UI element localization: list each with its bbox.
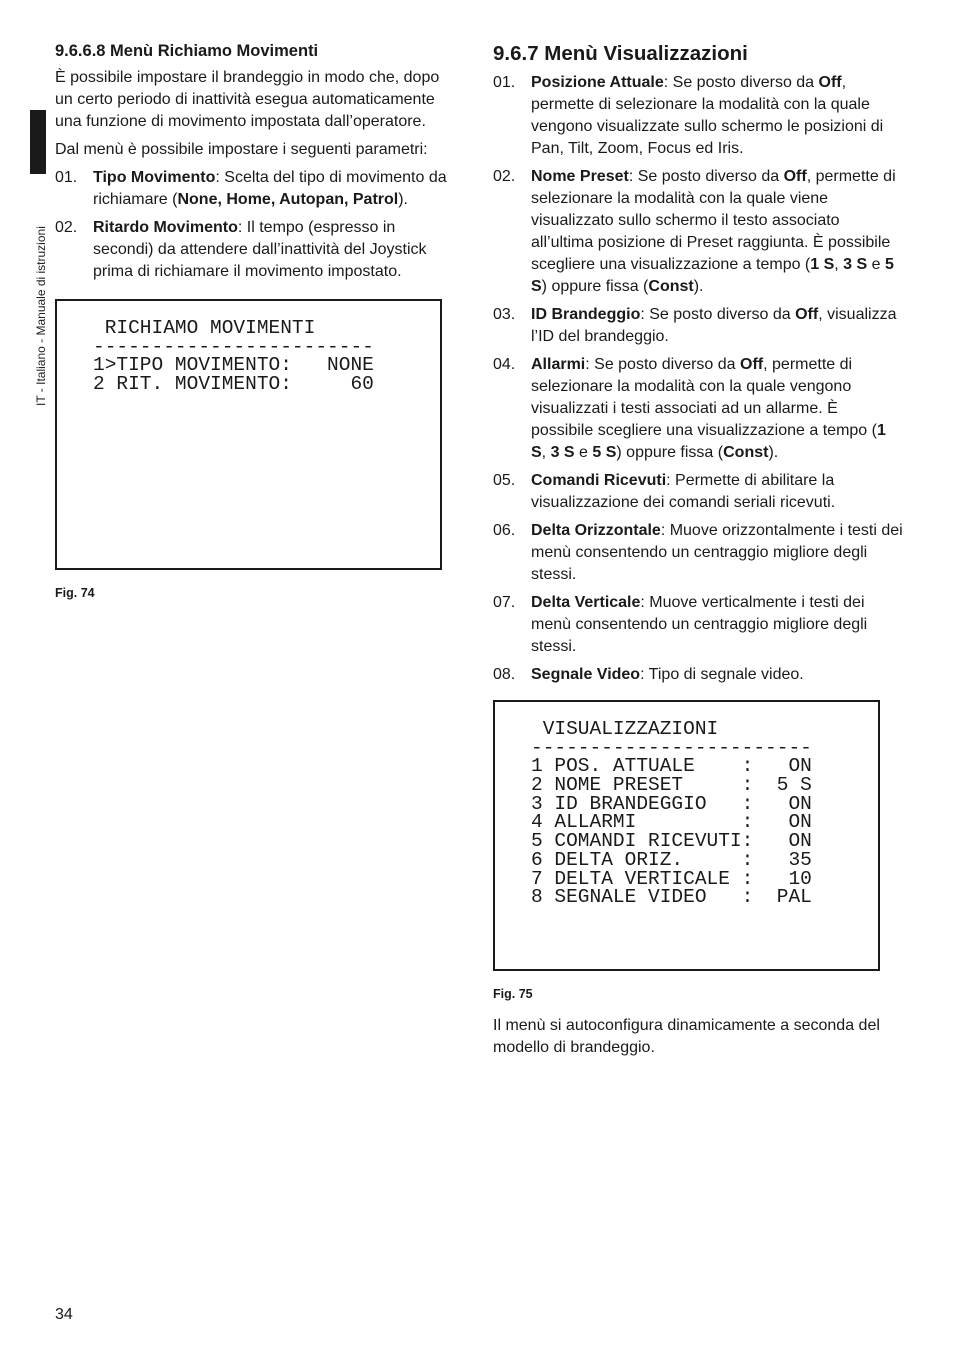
screen-line: ------------------------ xyxy=(93,335,374,358)
item-text: : Muove orizzontalmente i testi dei menù consentendo un centraggio migliore degli stessi. xyxy=(531,522,903,583)
item-title: Posizione Attuale xyxy=(531,74,664,91)
side-tab-marker xyxy=(30,110,46,174)
bold-text: 3 S xyxy=(550,444,575,461)
figure-caption: Fig. 74 xyxy=(55,586,95,600)
side-label: IT - Italiano - Manuale di istruzioni xyxy=(34,226,48,406)
bold-text: Const xyxy=(723,444,769,461)
left-column xyxy=(55,42,455,600)
right-column xyxy=(493,42,903,1065)
item-title: Allarmi xyxy=(531,356,586,373)
bold-text: 1 S xyxy=(810,256,835,273)
bold-text: Off xyxy=(783,168,807,185)
screen-line: 2 RIT. MOVIMENTO: 60 xyxy=(93,373,374,396)
params-paragraph: Dal menù è possibile impostare i seguenti parametri: xyxy=(55,141,428,158)
options-list xyxy=(493,72,903,686)
screen-line: 4 ALLARMI : ON xyxy=(531,811,812,834)
item-number: 04. xyxy=(493,356,516,373)
list-item xyxy=(493,470,903,514)
screen-line: VISUALIZZAZIONI xyxy=(531,718,719,740)
item-text: ). xyxy=(693,278,704,295)
list-item xyxy=(493,592,903,658)
list-item xyxy=(493,72,903,160)
item-number: 08. xyxy=(493,666,516,683)
list-item xyxy=(493,166,903,298)
screen-line: ------------------------ xyxy=(531,736,812,759)
item-number: 02. xyxy=(55,219,78,236)
osd-screen-richiamo xyxy=(55,299,442,570)
list-item: 01. Tipo Movimento: Scelta del tipo di movimento da richiamare (None, Home, Autopan, Patrol). xyxy=(55,169,447,208)
item-text: ) oppure fissa ( xyxy=(616,444,724,461)
intro-paragraph: È possibile impostare il brandeggio in modo che, dopo un certo periodo di inattività esegua automaticamente una funzione di movimento impostata dall’operatore. xyxy=(55,69,440,130)
item-text: , xyxy=(834,256,844,273)
item-title: Nome Preset xyxy=(531,168,629,185)
osd-screen-visualizzazioni xyxy=(493,700,880,971)
item-title: Ritardo Movimento xyxy=(93,219,238,236)
item-text: , xyxy=(541,444,551,461)
item-title: Delta Verticale xyxy=(531,594,641,611)
section-heading-visualizzazioni: 9.6.7 Menù Visualizzazioni xyxy=(493,42,748,65)
bold-text: Off xyxy=(795,306,819,323)
screen-line: 6 DELTA ORIZ. : 35 xyxy=(531,848,812,871)
item-text: ) oppure fissa ( xyxy=(541,278,649,295)
item-text: , permette di selezionare la modalità con la quale vengono visualizzati i testi associati ad un allarme. È possibile scegliere una visualizzazione a tempo ( xyxy=(531,356,877,439)
figure-caption: Fig. 75 xyxy=(493,987,533,1001)
item-text: : Se posto diverso da xyxy=(628,168,784,185)
item-title: ID Brandeggio xyxy=(531,306,641,323)
screen-line: 3 ID BRANDEGGIO : ON xyxy=(531,792,812,815)
screen-line: 7 DELTA VERTICALE : 10 xyxy=(531,867,812,890)
item-text: : Tipo di segnale video. xyxy=(640,666,804,683)
item-text: : Muove verticalmente i testi dei menù consentendo un centraggio migliore degli stessi. xyxy=(531,594,868,655)
item-number: 03. xyxy=(493,306,516,323)
screen-line: 1 POS. ATTUALE : ON xyxy=(531,755,812,778)
item-title: Comandi Ricevuti xyxy=(531,472,667,489)
item-text: , visualizza l’ID del brandeggio. xyxy=(531,306,897,345)
item-text: : Se posto diverso da xyxy=(640,306,796,323)
list-item xyxy=(493,354,903,464)
item-number: 07. xyxy=(493,594,516,611)
item-title: Delta Orizzontale xyxy=(531,522,661,539)
screen-line: 8 SEGNALE VIDEO : PAL xyxy=(531,886,812,909)
bold-text: Off xyxy=(818,74,842,91)
item-text: : Se posto diverso da xyxy=(663,74,819,91)
bold-text: 1 S xyxy=(531,422,886,461)
screen-line: 5 COMANDI RICEVUTI: ON xyxy=(531,830,812,853)
item-number: 06. xyxy=(493,522,516,539)
bold-text: 5 S xyxy=(531,256,894,295)
item-text: : Permette di abilitare la visualizzazione dei comandi seriali ricevuti. xyxy=(531,472,836,511)
item-text: , permette di selezionare la modalità con la quale viene visualizzato sullo schermo il testo associato all’ultima posizione di Preset raggiunta. È possibile scegliere una visualizzazione a tempo ( xyxy=(531,168,896,273)
list-item xyxy=(493,520,903,586)
list-item: 02. Ritardo Movimento: Il tempo (espresso in secondi) da attendere dall’inattività del Joystick prima di richiamare il movimento impostato. xyxy=(55,219,427,280)
item-text: e xyxy=(867,256,885,273)
item-number: 01. xyxy=(55,169,78,186)
screen-line: RICHIAMO MOVIMENTI xyxy=(93,317,316,339)
list-item xyxy=(493,664,903,686)
item-text: ). xyxy=(768,444,779,461)
item-title: Segnale Video xyxy=(531,666,641,683)
item-number: 02. xyxy=(493,168,516,185)
item-text: : Se posto diverso da xyxy=(585,356,741,373)
item-number: 05. xyxy=(493,472,516,489)
item-title: Tipo Movimento xyxy=(93,169,216,186)
bold-text: 3 S xyxy=(843,256,868,273)
item-text: , permette di selezionare la modalità con la quale vengono visualizzate sullo schermo le posizioni di Pan, Tilt, Zoom, Focus ed Iris. xyxy=(531,74,884,157)
bold-text: Const xyxy=(648,278,694,295)
bold-text: Off xyxy=(740,356,764,373)
section-heading-richiamo: 9.6.6.8 Menù Richiamo Movimenti xyxy=(55,42,319,60)
page-number: 34 xyxy=(55,1306,73,1323)
item-number: 01. xyxy=(493,74,516,91)
item-text: e xyxy=(574,444,593,461)
closing-paragraph: Il menù si autoconfigura dinamicamente a seconda del modello di brandeggio. xyxy=(493,1017,880,1056)
list-item xyxy=(493,304,903,348)
screen-line: 1>TIPO MOVIMENTO: NONE xyxy=(93,354,374,377)
bold-text: 5 S xyxy=(592,444,617,461)
screen-line: 2 NOME PRESET : 5 S xyxy=(531,774,812,797)
